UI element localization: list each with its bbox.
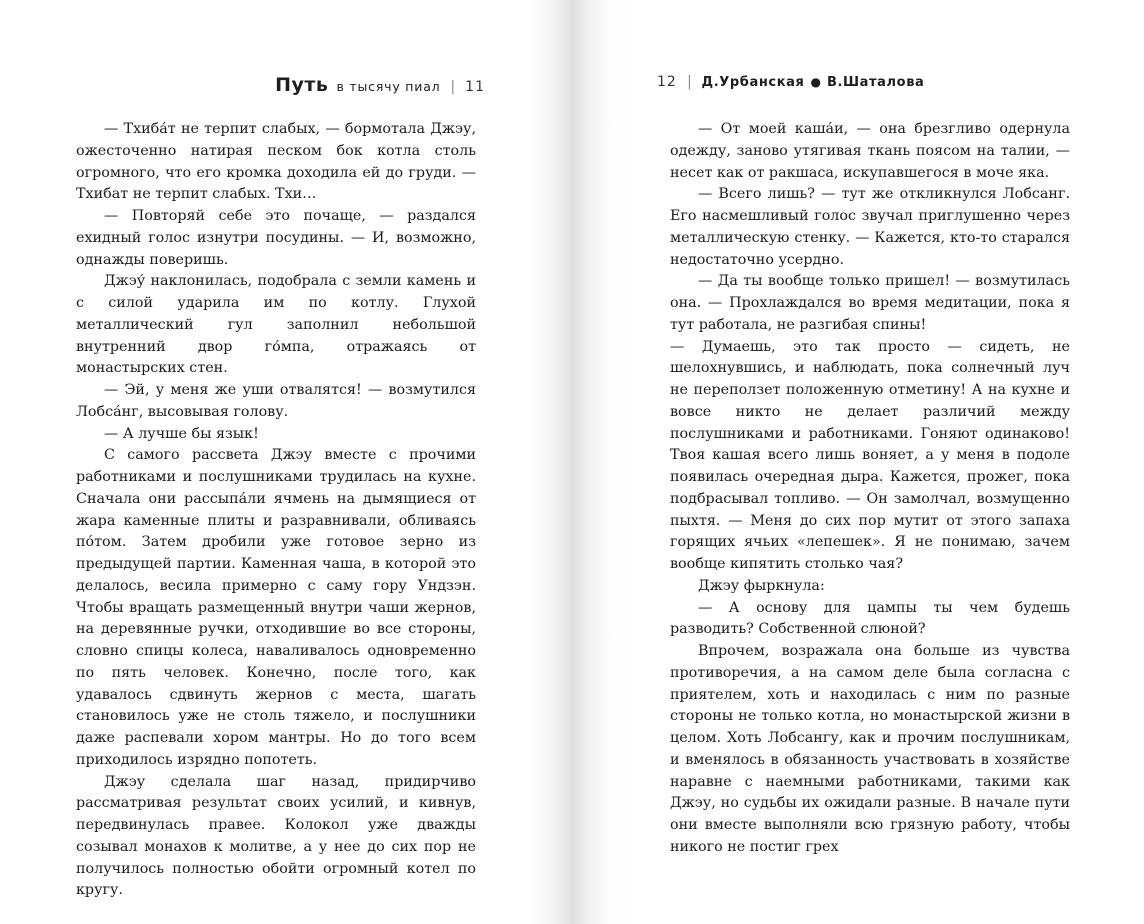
header-separator: | (450, 79, 456, 95)
paragraph: — А лучше бы язык! (104, 425, 259, 442)
paragraph: Джэу фыркнула: (698, 577, 825, 594)
book-title-subtitle: в тысячу пиал (336, 79, 441, 94)
page-number-left: 11 (465, 79, 485, 95)
author-name-1: Д.Урбанская (701, 75, 805, 90)
header-separator: | (686, 74, 692, 90)
paragraph: — Тхиба́т не терпит слабых, — бормотала Джэу, ожесточенно натирая песком бок котла столь огромного, что его кромка доходила ей до груди. — Тхибат не терпит слабых. Тхи… (76, 121, 476, 203)
author-name-2: В.Шаталова (826, 75, 925, 90)
page-number-right: 12 (657, 74, 677, 90)
paragraph: Джэу́ наклонилась, подобрала с земли камень и с силой ударила им по котлу. Глухой металлический гул заполнил небольшой внутренний двор го́мпа, отражаясь от монастырских стен. (76, 273, 476, 377)
body-text-right (670, 119, 1070, 859)
paragraph: — Повторяй себе это почаще, — раздался ехидный голос изнутри посудины. — И, возможно, однажды поверишь. (76, 208, 476, 268)
paragraph: — А основу для цампы ты чем будешь разводить? Собственной слюной? (670, 599, 1070, 638)
paragraph: Впрочем, возражала она больше из чувства противоречия, а на самом деле была согласна с приятелем, хоть и находилась с ним по разные стороны не только котла, но монастырской жизни в целом. Хоть Лобсангу, как и прочим послушникам, и вменялось в обязанность участвовать в хозяйстве наравне с наемными работниками, такими как Джэу, но судьбы их ожидали разные. В начале пути они вместе выполняли всю грязную работу, чтобы никого не постиг грех (670, 643, 1070, 855)
paragraph: — Да ты вообще только пришел! — возмутилась она. — Прохлаждался во время медитации, пока я тут работала, не разгибая спины! (670, 273, 1070, 333)
paragraph: Джэу сделала шаг назад, придирчиво рассматривая результат своих усилий, и кивнув, передвинулась правее. Колокол уже дважды созывал монахов к молитве, а у нее до сих пор не получилось полностью обойти огромный котел по кругу. (76, 773, 476, 899)
running-head-left (275, 74, 485, 100)
book-title-main: Путь (275, 74, 329, 96)
paragraph: — Эй, у меня же уши отвалятся! — возмутился Лобса́нг, высовывая голову. (76, 382, 476, 420)
paragraph: — От моей каша́и, — она брезгливо одернула одежду, заново утягивая ткань поясом на талии, — несет как от ракшаса, искупавшегося в моче яка. (670, 121, 1070, 181)
paragraph: — Думаешь, это так просто — сидеть, не шелохнувшись, и наблюдать, пока солнечный луч не переползет положенную отметину! А на кухне и вовсе никто не делает различий между послушниками и работниками. Гоняют одинаково! Твоя кашая всего лишь воняет, а у меня в подоле появилась очередная дыра. Кажется, прожег, пока подбрасывал топливо. — Он замолчал, возмущенно пыхтя. — Меня до сих пор мутит от этого запаха горящих ячьих «лепешек». Я не понимаю, зачем вообще кипятить столько чая? (670, 338, 1070, 572)
left-page (0, 0, 571, 924)
paragraph: — Всего лишь? — тут же откликнулся Лобсанг. Его насмешливый голос звучал приглушенно через металлическую стенку. — Кажется, кто-то старался недостаточно усердно. (670, 186, 1070, 268)
paragraph: С самого рассвета Джэу вместе с прочими работниками и послушниками трудилась на кухне. Сначала они рассыпа́ли ячмень на дымящиеся от жара каменные плиты и разравнивали, обливаясь по́том. Затем дробили уже готовое зерно из предыдущей партии. Каменная чаша, в которой это делалось, весила примерно с саму гору Ундзэн. Чтобы вращать размещенный внутри чаши жернов, на деревянные ручки, отходившие во все стороны, словно спицы колеса, наваливалось одновременно по пять человек. Конечно, после того, как удавалось сдвинуть жернов с места, шагать становилось уже не столь тяжело, и послушники даже распевали хором мантры. Но до того всем приходилось изрядно попотеть. (76, 447, 476, 768)
right-page (571, 0, 1144, 924)
body-text-left (76, 119, 476, 902)
running-head-right (657, 74, 924, 100)
author-separator-dot: ● (810, 75, 821, 89)
